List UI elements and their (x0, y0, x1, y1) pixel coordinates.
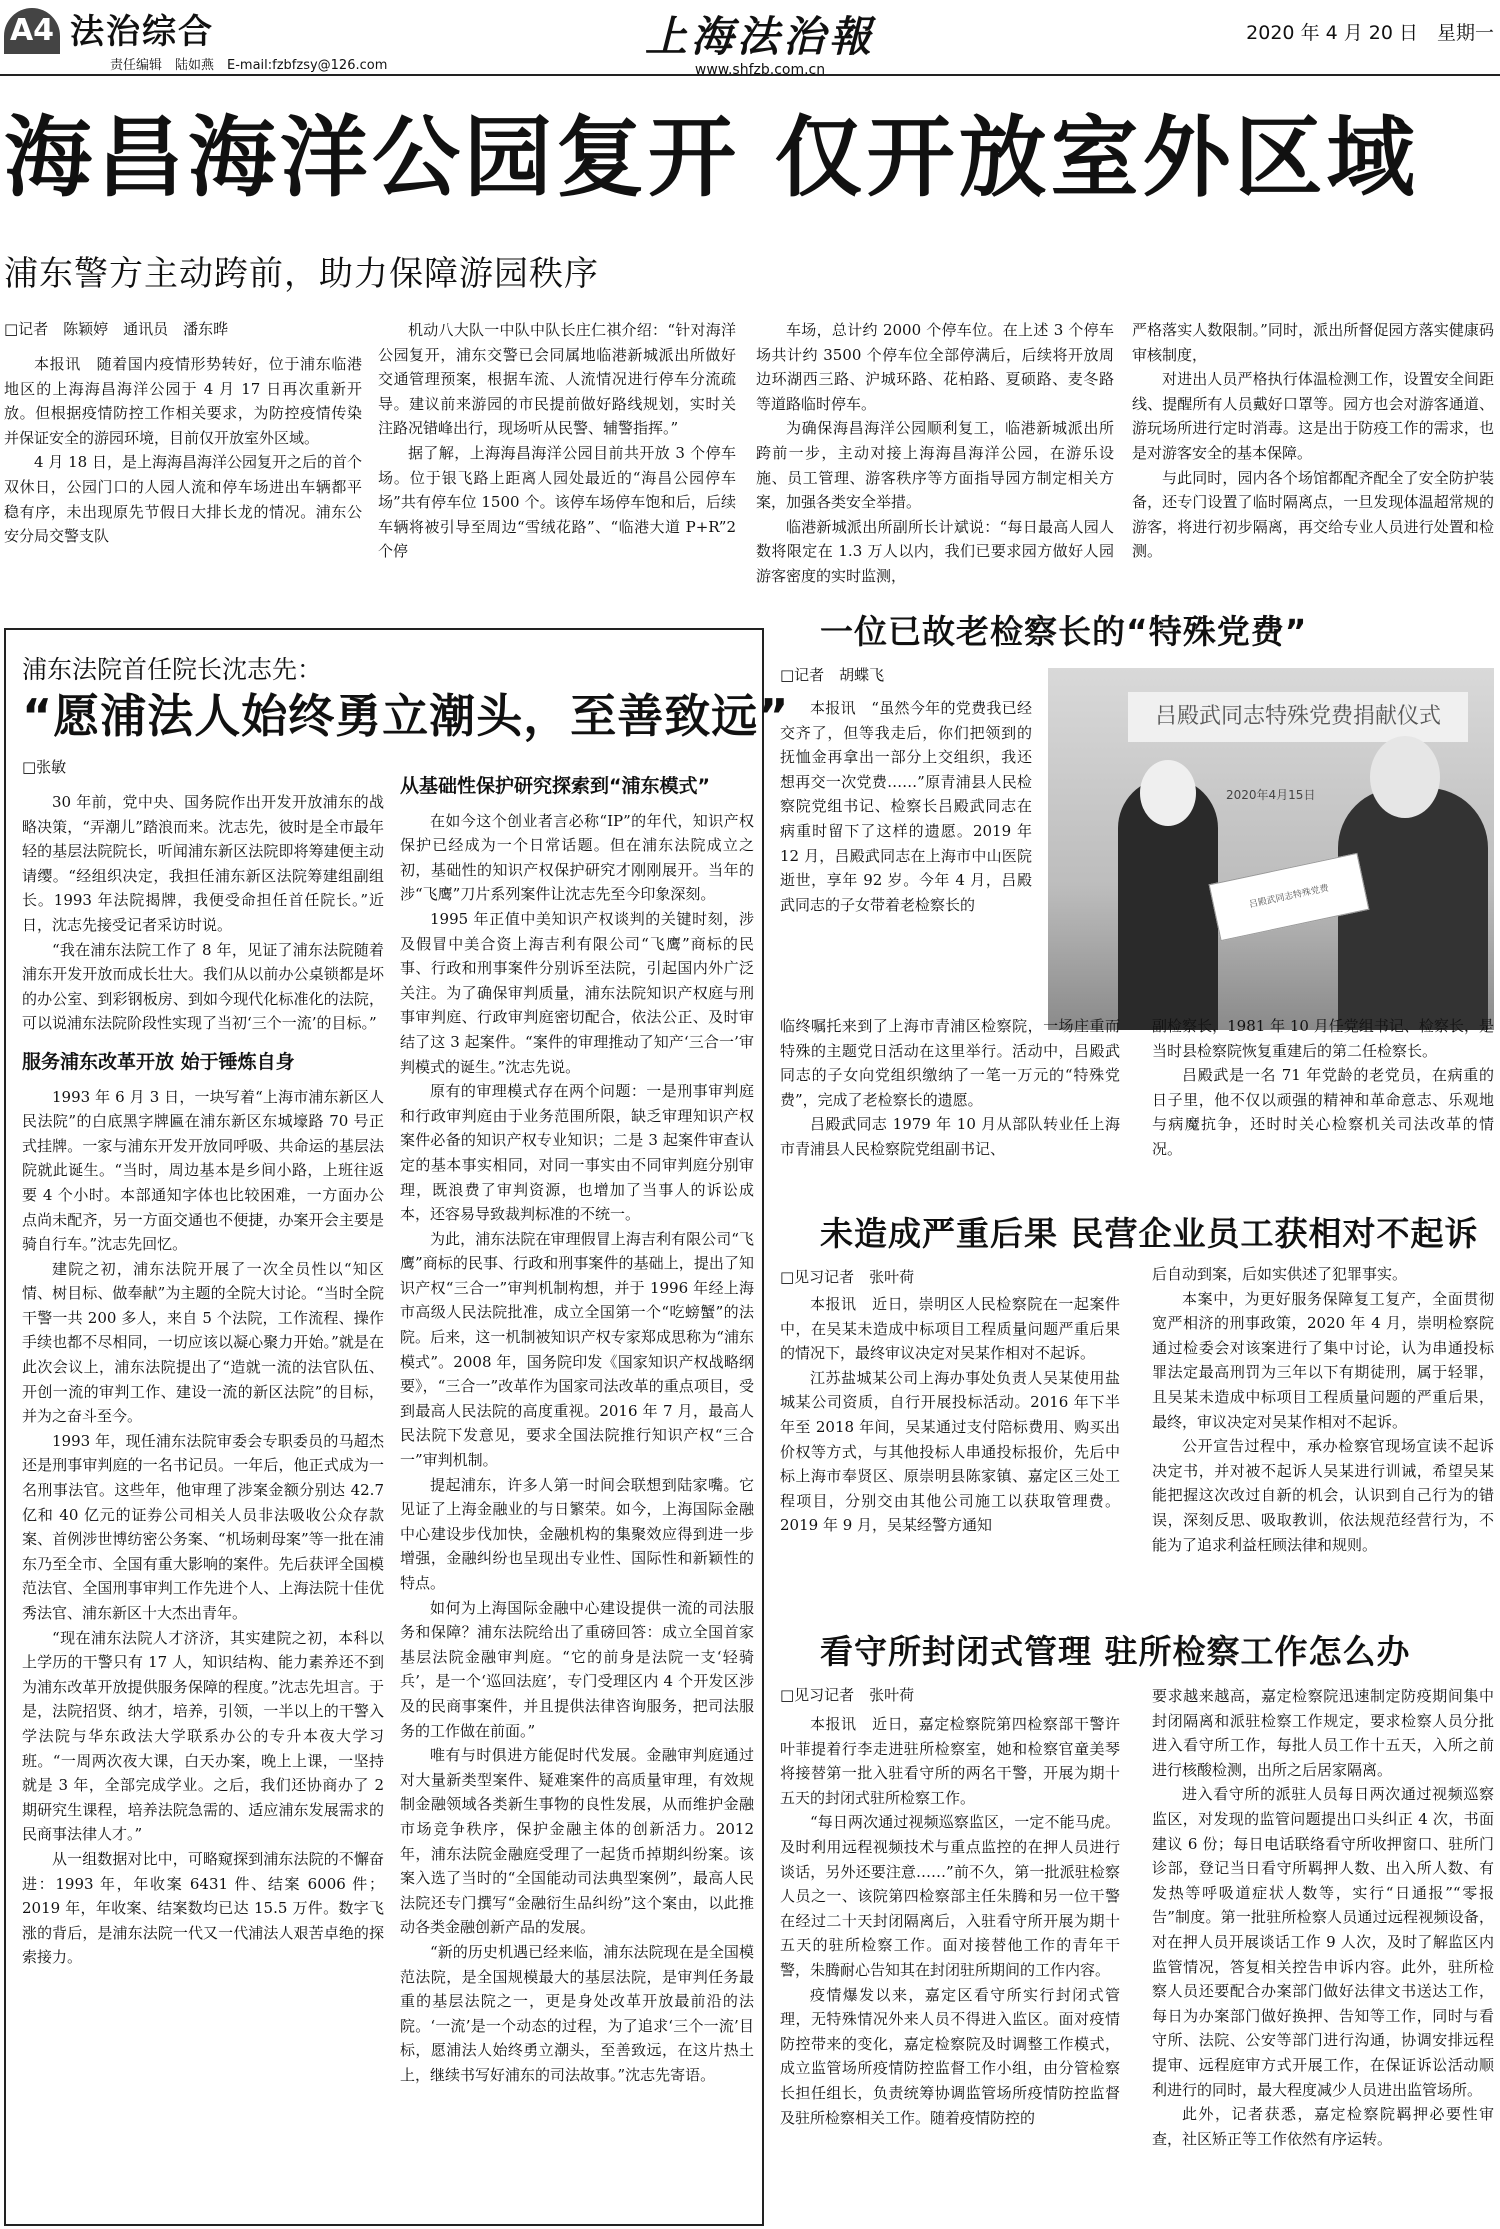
feature-paragraph: 原有的审理模式存在两个问题：一是刑事审判庭和行政审判庭由于业务范围所限，缺乏审理知识产权案件必备的知识产权专业知识；二是 3 起案件审查认定的基本事实相同，对同一事实由不同审判庭分别审理，既浪费了审判资源，也增加了当事人的诉讼成本，还容易导致裁判标准的不统一。 (400, 1082, 754, 1224)
feature-section-heading: 从基础性保护研究探索到“浦东模式” (400, 775, 710, 797)
prosecutor-headline: 一位已故老检察长的“特殊党费” (820, 612, 1308, 651)
enterprise-byline: □见习记者 张叶荷 (780, 1268, 915, 1286)
photo-face (1140, 760, 1196, 826)
photo-face (1370, 736, 1440, 818)
lead-paragraph: 本报讯 随着国内疫情形势转好，位于浦东临港地区的上海海昌海洋公园于 4 月 17 日再次重新开放。但根据疫情防控工作相关要求，为防控疫情传染并保证安全的游园环境，目前仅开放室外区域。 (4, 355, 362, 447)
enterprise-column-right (1152, 1262, 1494, 1604)
header-rule (0, 74, 1500, 76)
prosecutor-paragraph: 吕殿武是一名 71 年党龄的老党员，在病重的日子里，他不仅以顽强的精神和革命意志、乐观地与病魔抗争，还时时关心检察机关司法改革的情况。 (1152, 1066, 1494, 1158)
feature-paragraph: “我在浦东法院工作了 8 年，见证了浦东法院随着浦东开发开放而成长壮大。我们从以前办公桌锁都是坏的办公室、到彩钢板房、到如今现代化标准化的法院，可以说浦东法院阶段性实现了当初‘三个一流’的目标。” (22, 940, 384, 1033)
lead-paragraph: 严格落实人数限制。”同时，派出所督促园方落实健康码审核制度， (1132, 321, 1494, 364)
lead-subheadline: 浦东警方主动跨前，助力保障游园秩序 (4, 254, 599, 294)
feature-section-heading: 服务浦东改革开放 始于锤炼自身 (22, 1050, 295, 1073)
feature-kicker: 浦东法院首任院长沈志先： (22, 655, 323, 684)
lead-paragraph: 临港新城派出所副所长计斌说：“每日最高人园人数将限定在 1.3 万人以内，我们已要求园方做好人园游客密度的实时监测， (756, 517, 1114, 585)
feature-paragraph: 从一组数据对比中，可略窥探到浦东法院的不懈奋进：1993 年，年收案 6431 件、结案 6006 件；2019 年，年收案、结案数均已达 15.5 万件。数字飞涨的背后，是浦东法院一代又一代浦法人艰苦卓绝的探索接力。 (22, 1849, 384, 1967)
feature-title: “愿浦法人始终勇立潮头，至善致远” (22, 689, 790, 743)
feature-column-left (22, 790, 384, 2214)
feature-paragraph: 建院之初，浦东法院开展了一次全员性以“知区情、树目标、做奉献”为主题的全院大讨论。“当时全院干警一共 200 多人，来自 5 个法院，工作流程、操作手续也都不尽相同，一切应该以凝心聚力开始。”就是在此次会议上，浦东法院提出了“造就一流的法官队伍、开创一流的审判工作、建设一流的新区法院”的目标，并为之奋斗至今。 (22, 1259, 384, 1426)
enterprise-paragraph: 江苏盐城某公司上海办事处负责人吴某使用盐城某公司资质，自行开展投标活动。2016 年下半年至 2018 年间，吴某通过支付陪标费用、购买出价权等方式，与其他投标人串通投标报价，先后中标上海市奉贤区、原崇明县陈家镇、嘉定区三处工程项目，分别交由其他公司施工以获取管理费。2019 年 9 月，吴某经警方通知 (780, 1368, 1120, 1535)
detention-column-left (780, 1712, 1120, 2224)
lead-column-2 (378, 318, 736, 614)
photo-banner: 吕殿武同志特殊党费捐献仪式 (1128, 692, 1468, 742)
photo-certificate: 吕殿武同志特殊党费 (1209, 853, 1370, 941)
feature-paragraph: 唯有与时俱进方能促时代发展。金融审判庭通过对大量新类型案件、疑难案件的高质量审理，有效规制金融领域各类新生事物的良性发展，从而维护金融市场竞争秩序，保护金融主体的创新活力。2012 年，浦东法院金融庭受理了一起货币掉期纠纷案。该案入选了当时的“全国能动司法典型案例”，最高人民法院还专门撰写“金融衍生品纠纷”这个案由，以此推动各类金融创新产品的发展。 (400, 1746, 754, 1937)
prosecutor-paragraph: 副检察长，1981 年 10 月任党组书记、检察长，是当时县检察院恢复重建后的第二任检察长。 (1152, 1017, 1494, 1060)
lead-column-4 (1132, 318, 1494, 614)
detention-paragraph: “每日两次通过视频巡察监区，一定不能马虎。及时利用远程视频技术与重点监控的在押人员进行谈话，另外还要注意……”前不久，第一批派驻检察人员之一、该院第四检察部主任朱腾和另一位干警在经过二十天封闭隔离后，入驻看守所开展为期十五天的驻所检察工作。面对接替他工作的青年干警，朱腾耐心告知其在封闭驻所期间的工作内容。 (780, 1813, 1120, 1979)
enterprise-paragraph: 后自动到案，后如实供述了犯罪事实。 (1152, 1265, 1408, 1283)
prosecutor-paragraph: 本报讯 “虽然今年的党费我已经交齐了，但等我走后，你们把领到的抚恤金再拿出一部分上交组织，我还想再交一次党费……”原青浦县人民检察院党组书记、检察长吕殿武同志在病重时留下了这样的遗愿。2019 年 12 月，吕殿武同志在上海市中山医院逝世，享年 92 岁。今年 4 月，吕殿武同志的子女带着老检察长的 (780, 699, 1032, 914)
feature-paragraph: 为此，浦东法院在审理假冒上海吉利有限公司“飞鹰”商标的民事、行政和刑事案件的基础上，提出了知识产权“三合一”审判机制构想，并于 1996 年经上海市高级人民法院批准，成立全国第一个“吃螃蟹”的法院。后来，这一机制被知识产权专家郑成思称为“浦东模式”。2008 年，国务院印发《国家知识产权战略纲要》，“三合一”改革作为国家司法改革的重点项目，受到最高人民法院的高度重视。2016 年 7 月，最高人民法院下发意见，要求全国法院推行知识产权“三合一”审判机制。 (400, 1229, 754, 1470)
dateline: 2020 年 4 月 20 日 星期一 (1246, 22, 1494, 44)
prosecutor-paragraph: 临终嘱托来到了上海市青浦区检察院，一场庄重而特殊的主题党日活动在这里举行。活动中，吕殿武同志的子女向党组织缴纳了一笔一万元的“特殊党费”，完成了老检察长的遗愿。 (780, 1017, 1120, 1109)
feature-paragraph: “现在浦东法院人才济济，其实建院之初，本科以上学历的干警只有 17 人，知识结构、能力素养还不到为浦东改革开放提供服务保障的程度。”沈志先坦言。于是，法院招贤、纳才，培养，引领，一半以上的干警入学法院与华东政法大学联系办公的专升本夜大学习班。“一周两次夜大课，白天办案，晚上上课，一坚持就是 3 年，全部完成学业。之后，我们还协商办了 2 期研究生课程，培养法院急需的、适应浦东发展需求的民商事法律人才。” (22, 1628, 384, 1844)
page-number-badge: A4 (4, 8, 60, 54)
lead-paragraph: 为确保海昌海洋公园顺利复工，临港新城派出所跨前一步，主动对接上海海昌海洋公园，在游乐设施、员工管理、游客秩序等方面指导园方制定相关方案，加强各类安全举措。 (756, 419, 1114, 512)
lead-paragraph: 据了解，上海海昌海洋公园目前共开放 3 个停车场。位于银飞路上距离人园处最近的“海昌公园停车场”共有停车位 1500 个。该停车场停车饱和后，后续车辆将被引导至周边“雪绒花路”、“临港大道 P+R”2 个停 (378, 443, 736, 561)
detention-column-right (1152, 1684, 1494, 2224)
lead-byline: □记者 陈颖婷 通讯员 潘东晔 (4, 320, 229, 338)
feature-paragraph: 1995 年正值中美知识产权谈判的关键时刻，涉及假冒中美合资上海吉利有限公司“飞鹰”商标的民事、行政和刑事案件分别诉至法院，引起国内外广泛关注。为了确保审判质量，浦东法院知识产权庭与刑事审判庭、行政审判庭密切配合，依法公正、及时审结了这 3 起案件。“案件的审理推动了知产‘三合一’审判模式的诞生。”沈志先说。 (400, 909, 754, 1076)
lead-paragraph: 车场，总计约 2000 个停车位。在上述 3 个停车场共计约 3500 个停车位全部停满后，后续将开放周边环湖西三路、沪城环路、花柏路、夏硕路、麦冬路等道路临时停车。 (756, 321, 1114, 413)
feature-paragraph: 在如今这个创业者言必称“IP”的年代，知识产权保护已经成为一个日常话题。但在浦东法院成立之初，基础性的知识产权保护研究才刚刚展开。当年的涉“飞鹰”刀片系列案件让沈志先至今印象深刻。 (400, 811, 754, 904)
enterprise-paragraph: 公开宣告过程中，承办检察官现场宣读不起诉决定书，并对被不起诉人吴某进行训诫，希望吴某能把握这次改过自新的机会，认识到自己行为的错误，深刻反思、吸取教训，依法规范经营行为，不能为了追求利益枉顾法律和规则。 (1152, 1437, 1494, 1554)
feature-column-right (400, 760, 754, 2214)
photo-date: 2020年4月15日 (1226, 788, 1316, 802)
enterprise-headline: 未造成严重后果 民营企业员工获相对不起诉 (820, 1214, 1479, 1253)
feature-paragraph: 如何为上海国际金融中心建设提供一流的司法服务和保障？浦东法院给出了重磅回答：成立全国首家基层法院金融审判庭。“它的前身是法院一支‘轻骑兵’，是一个‘巡回法庭’，专门受理区内 4 个开发区涉及的民商事案件，并且提供法律咨询服务，把司法服务的工作做在前面。” (400, 1598, 754, 1740)
lead-paragraph: 4 月 18 日，是上海海昌海洋公园复开之后的首个双休日，公园门口的人园人流和停车场进出车辆都平稳有序，未出现原先节假日大排长龙的情况。浦东公安分局交警支队 (4, 453, 362, 546)
enterprise-paragraph: 本报讯 近日，崇明区人民检察院在一起案件中，在吴某未造成中标项目工程质量问题严重后果的情况下，最终审议决定对吴某作相对不起诉。 (780, 1295, 1120, 1363)
lead-headline: 海昌海洋公园复开 仅开放室外区域 (4, 106, 1419, 209)
lead-column-1 (4, 352, 362, 614)
masthead (600, 4, 920, 78)
ceremony-photo (1048, 668, 1494, 1030)
enterprise-paragraph: 本案中，为更好服务保障复工复产，全面贯彻宽严相济的刑事政策，2020 年 4 月，崇明检察院通过检委会对该案进行了集中讨论，认为串通投标罪法定最高刑罚为三年以下有期徒刑，属于轻罪，且吴某未造成中标项目工程质量问题的严重后果，最终，审议决定对吴某作相对不起诉。 (1152, 1289, 1494, 1431)
feature-byline: □张敏 (22, 758, 67, 776)
detention-paragraph: 疫情爆发以来，嘉定区看守所实行封闭式管理，无特殊情况外来人员不得进入监区。面对疫情防控带来的变化，嘉定检察院及时调整工作模式，成立监管场所疫情防控监督工作小组，由分管检察长担任组长，负责统筹协调监管场所疫情防控监督及驻所检察相关工作。随着疫情防控的 (780, 1985, 1120, 2127)
prosecutor-paragraph: 吕殿武同志 1979 年 10 月从部队转业任上海市青浦县人民检察院党组副书记、 (780, 1115, 1120, 1158)
masthead-title: 上海法治報 (644, 12, 875, 61)
feature-paragraph: 30 年前，党中央、国务院作出开发开放浦东的战略决策，“弄潮儿”踏浪而来。沈志先，彼时是全市最年轻的基层法院院长，听闻浦东新区法院即将筹建便主动请缨。“经组织决定，我担任浦东新区法院筹建组副组长。1993 年法院揭牌，我便受命担任首任院长。”近日，沈志先接受记者采访时说。 (22, 793, 384, 934)
prosecutor-byline: □记者 胡蝶飞 (780, 666, 885, 684)
feature-paragraph: 1993 年 6 月 3 日，一块写着“上海市浦东新区人民法院”的白底黑字牌匾在浦东新区东城壕路 70 号正式挂牌。一家与浦东开发开放同呼吸、共命运的基层法院就此诞生。“当时，周边基本是乡间小路，上班往返要 4 个小时。本部通知字体也比较困难，一方面办公点尚未配齐，另一方面交通也不便捷，办案开会主要是骑自行车。”沈志先回忆。 (22, 1087, 384, 1254)
detention-headline: 看守所封闭式管理 驻所检察工作怎么办 (820, 1632, 1411, 1671)
lead-paragraph: 与此同时，园内各个场馆都配齐配全了安全防护装备，还专门设置了临时隔离点，一旦发现体温超常规的游客，将进行初步隔离，再交给专业人员进行处置和检测。 (1132, 468, 1494, 561)
prosecutor-column-right (1152, 1014, 1494, 1190)
website-url[interactable]: www.shfzb.com.cn (694, 62, 826, 78)
prosecutor-column-beside-photo (780, 696, 1032, 1014)
feature-paragraph: 提起浦东，许多人第一时间会联想到陆家嘴。它见证了上海金融业的与日繁荣。如今，上海国际金融中心建设步伐加快，金融机构的集聚效应得到进一步增强，金融纠纷也呈现出专业性、国际性和新颖性的特点。 (400, 1475, 754, 1592)
enterprise-column-left (780, 1292, 1120, 1604)
editor-line: 责任编辑 陆如燕 E-mail:fzbfzsy@126.com (110, 58, 388, 73)
feature-paragraph: “新的历史机遇已经来临，浦东法院现在是全国模范法院，是全国规模最大的基层法院，是审判任务最重的基层法院之一，更是身处改革开放最前沿的法院。‘一流’是一个动态的过程，为了追求‘三个一流’目标，愿浦法人始终勇立潮头，至善致远，在这片热土上，继续书写好浦东的司法故事。”沈志先寄语。 (400, 1942, 754, 2084)
detention-paragraph: 进入看守所的派驻人员每日两次通过视频巡察监区，对发现的监管问题提出口头纠正 4 次，书面建议 6 份；每日电话联络看守所收押窗口、驻所门诊部，登记当日看守所羁押人数、出入所人数、有发热等呼吸道症状人数等，实行“日通报”“零报告”制度。第一批驻所检察人员通过远程视频设备，对在押人员开展谈话工作 9 人次，及时了解监区内监管情况，答复相关控告申诉内容。此外，驻所检察人员还要配合办案部门做好法律文书送达工作，每日为办案部门做好换押、告知等工作，同时与看守所、法院、公安等部门进行沟通，协调安排远程提审、远程庭审方式开展工作，在保证诉讼活动顺利进行的同时，最大程度减少人员进出监管场所。 (1152, 1785, 1494, 2099)
section-name: 法治综合 (70, 12, 214, 52)
detention-paragraph: 此外，记者获悉，嘉定检察院羁押必要性审查，社区矫正等工作依然有序运转。 (1152, 2105, 1494, 2148)
detention-paragraph: 要求越来越高，嘉定检察院迅速制定防疫期间集中封闭隔离和派驻检察工作规定，要求检察人员分批进入看守所工作，每批人员工作十五天，入所之前进行核酸检测，出所之后居家隔离。 (1152, 1687, 1494, 1779)
detention-paragraph: 本报讯 近日，嘉定检察院第四检察部干警许叶菲提着行李走进驻所检察室，她和检察官童美琴将接替第一批入驻看守所的两名干警，开展为期十五天的封闭式驻所检察工作。 (780, 1715, 1120, 1807)
lead-paragraph: 机动八大队一中队中队长庄仁祺介绍：“针对海洋公园复开，浦东交警已会同属地临港新城派出所做好交通管理预案，根据车流、人流情况进行停车分流疏导。建议前来游园的市民提前做好路线规划，实时关注路况错峰出行，现场听从民警、辅警指挥。” (378, 321, 736, 438)
feature-paragraph: 1993 年，现任浦东法院审委会专职委员的马超杰还是刑事审判庭的一名书记员。一年后，他正式成为一名刑事法官。这些年，他审理了涉案金额分别达 42.7 亿和 40 亿元的证券公司相关人员非法吸收公众存款案、首例涉世博纺密公务案、“机场刺母案”等一批在浦东乃至全市、全国有重大影响的案件。先后获评全国模范法官、全国刑事审判工作先进个人、上海法院十佳优秀法官、浦东新区十大杰出青年。 (22, 1431, 384, 1622)
lead-column-3 (756, 318, 1114, 614)
lead-paragraph: 对进出人员严格执行体温检测工作，设置安全间距线、提醒所有人员戴好口罩等。园方也会对游客通道、游玩场所进行定时消毒。这是出于防疫工作的需求，也是对游客安全的基本保障。 (1132, 370, 1494, 462)
prosecutor-column-left (780, 1014, 1120, 1190)
detention-byline: □见习记者 张叶荷 (780, 1686, 915, 1704)
